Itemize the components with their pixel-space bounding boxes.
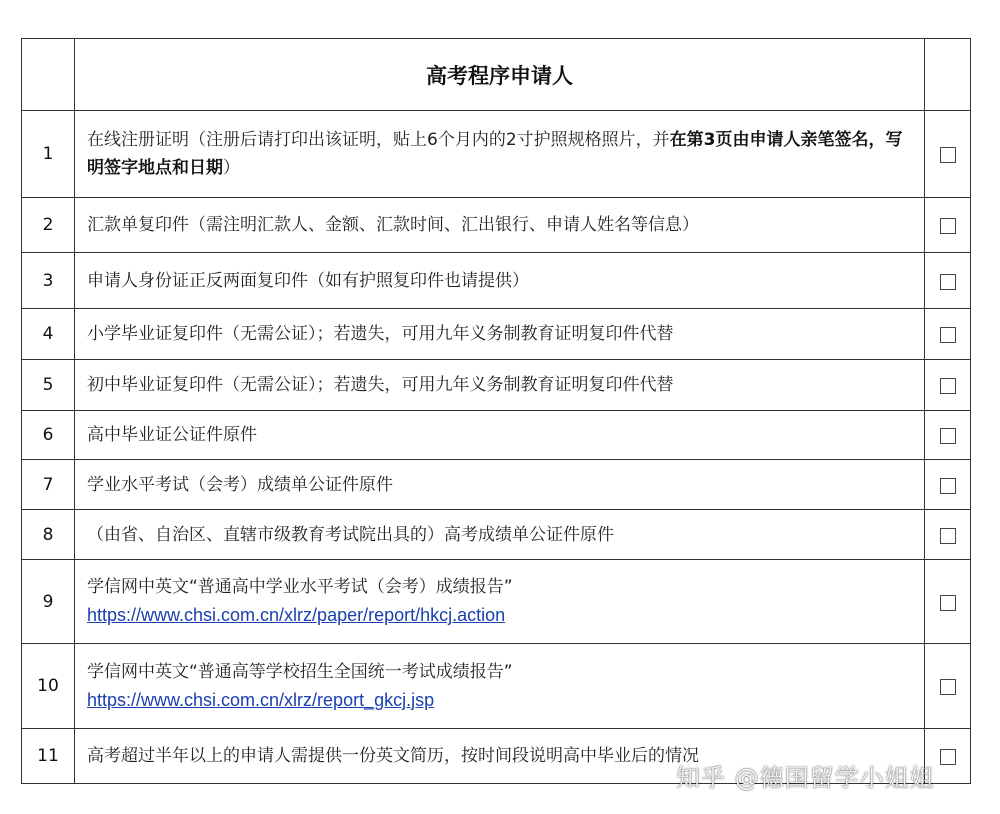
row-check-cell: [925, 309, 971, 360]
checkbox[interactable]: [940, 749, 956, 765]
checkbox[interactable]: [940, 147, 956, 163]
row-number: 3: [22, 253, 75, 309]
table-title: 高考程序申请人: [75, 39, 925, 111]
row-number: 5: [22, 360, 75, 411]
row-text: 初中毕业证复印件（无需公证）；若遗失，可用九年义务制教育证明复印件代替: [75, 360, 925, 411]
checkbox[interactable]: [940, 595, 956, 611]
row-text: 高考超过半年以上的申请人需提供一份英文简历，按时间段说明高中毕业后的情况: [75, 729, 925, 784]
table-row: [22, 198, 971, 253]
row-text: 申请人身份证正反两面复印件（如有护照复印件也请提供）: [75, 253, 925, 309]
checkbox[interactable]: [940, 478, 956, 494]
row-number: 11: [22, 729, 75, 784]
row-text: （由省、自治区、直辖市级教育考试院出具的）高考成绩单公证件原件: [75, 510, 925, 560]
row-check-cell: [925, 460, 971, 510]
row-check-cell: [925, 253, 971, 309]
row-text-part: 在线注册证明（注册后请打印出该证明，贴上6个月内的2寸护照规格照片，并: [87, 130, 670, 150]
checkbox[interactable]: [940, 218, 956, 234]
table-row: [22, 111, 971, 198]
requirements-table: [21, 38, 971, 784]
row-check-cell: [925, 560, 971, 644]
checkbox[interactable]: [940, 327, 956, 343]
row-check-cell: [925, 360, 971, 411]
row-number: 1: [22, 111, 75, 198]
row-check-cell: [925, 411, 971, 460]
checkbox[interactable]: [940, 679, 956, 695]
row-text-part: ）: [223, 158, 240, 178]
checkbox[interactable]: [940, 428, 956, 444]
row-number: 8: [22, 510, 75, 560]
row-text: [75, 644, 925, 729]
table-row: [22, 309, 971, 360]
header-check-cell: [925, 39, 971, 111]
table-row: [22, 411, 971, 460]
report-link[interactable]: https://www.chsi.com.cn/xlrz/report_gkcj.jsp: [87, 689, 435, 710]
table-row: [22, 644, 971, 729]
row-text-bold: 在第3页由申请人亲笔签名，写明签字地点和日期: [87, 130, 903, 178]
row-text: 高中毕业证公证件原件: [75, 411, 925, 460]
table-header-row: [22, 39, 971, 111]
row-text: 汇款单复印件（需注明汇款人、金额、汇款时间、汇出银行、申请人姓名等信息）: [75, 198, 925, 253]
report-link[interactable]: https://www.chsi.com.cn/xlrz/paper/report/hkcj.action: [87, 605, 506, 625]
row-check-cell: [925, 644, 971, 729]
table-row: [22, 460, 971, 510]
row-check-cell: [925, 111, 971, 198]
row-number: 2: [22, 198, 75, 253]
row-text-line: 学信网中英文“普通高等学校招生全国统一考试成绩报告”: [87, 661, 513, 682]
zhihu-watermark: 知乎 @德国留学小姐姐: [676, 764, 935, 792]
row-number: 4: [22, 309, 75, 360]
row-text: 小学毕业证复印件（无需公证）；若遗失，可用九年义务制教育证明复印件代替: [75, 309, 925, 360]
table-row: [22, 510, 971, 560]
row-text: [75, 560, 925, 644]
table-row: [22, 560, 971, 644]
checkbox[interactable]: [940, 378, 956, 394]
checkbox[interactable]: [940, 528, 956, 544]
header-num-cell: [22, 39, 75, 111]
row-check-cell: [925, 198, 971, 253]
row-number: 10: [22, 644, 75, 729]
table-row: [22, 360, 971, 411]
row-number: 6: [22, 411, 75, 460]
row-number: 7: [22, 460, 75, 510]
row-text-line: 学信网中英文“普通高中学业水平考试（会考）成绩报告”: [87, 577, 513, 597]
row-text: [75, 111, 925, 198]
row-text: 学业水平考试（会考）成绩单公证件原件: [75, 460, 925, 510]
row-number: 9: [22, 560, 75, 644]
table-row: [22, 253, 971, 309]
row-check-cell: [925, 510, 971, 560]
checkbox[interactable]: [940, 274, 956, 290]
